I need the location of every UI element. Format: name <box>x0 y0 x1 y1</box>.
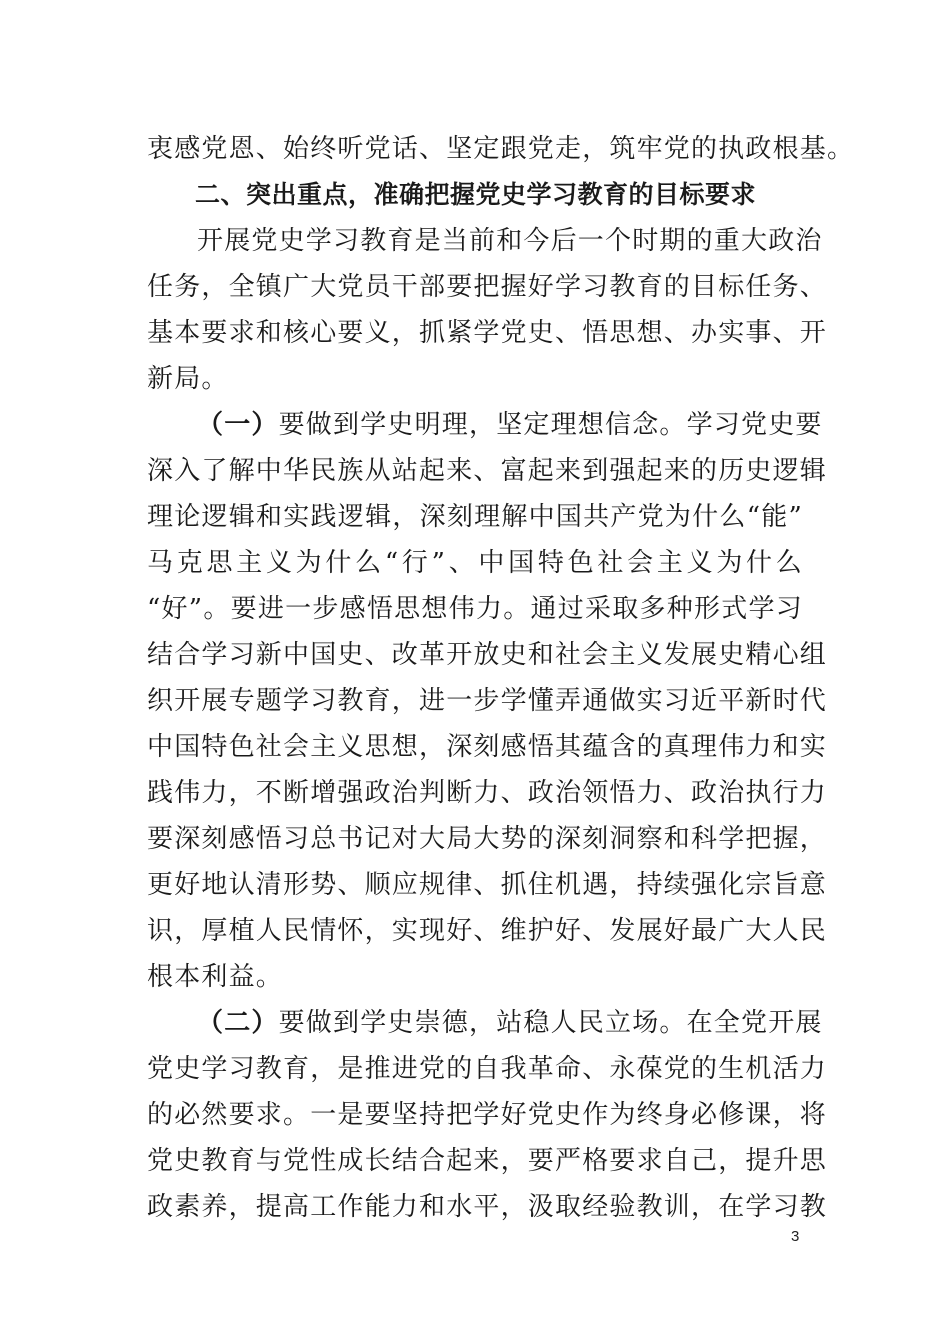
text-line: 马克思主义为什么“行”、中国特色社会主义为什么 <box>147 548 803 578</box>
text-line: 党史教育与党性成长结合起来，要严格要求自己，提升思 <box>147 1146 828 1176</box>
text-line: 衷感党恩、始终听党话、坚定跟党走，筑牢党的执政根基。 <box>147 134 855 164</box>
text-line: 基本要求和核心要义，抓紧学党史、悟思想、办实事、开 <box>147 318 828 348</box>
text-line: 党史学习教育，是推进党的自我革命、永葆党的生机活力 <box>147 1054 828 1084</box>
text-line: 中国特色社会主义思想，深刻感悟其蕴含的真理伟力和实 <box>147 732 828 762</box>
text-line: 政素养，提高工作能力和水平，汲取经验教训，在学习教 <box>147 1192 828 1222</box>
item-text: 要做到学史明理，坚定理想信念。学习党史要 <box>278 410 823 440</box>
text-line: 识，厚植人民情怀，实现好、维护好、发展好最广大人民 <box>147 916 828 946</box>
item-label: （二） <box>197 1008 279 1038</box>
item-label: （一） <box>197 410 279 440</box>
text-line: 根本利益。 <box>147 962 284 992</box>
text-line: 要深刻感悟习总书记对大局大势的深刻洞察和科学把握， <box>147 824 828 854</box>
text-line: “好”。要进一步感悟思想伟力。通过采取多种形式学习 <box>147 594 803 624</box>
text-line: 深入了解中华民族从站起来、富起来到强起来的历史逻辑 <box>147 456 828 486</box>
page-number: 3 <box>791 1228 800 1245</box>
item-text: 要做到学史崇德，站稳人民立场。在全党开展 <box>278 1008 823 1038</box>
text-line: 织开展专题学习教育，进一步学懂弄通做实习近平新时代 <box>147 686 828 716</box>
item-two-line <box>197 1006 823 1040</box>
text-line: 开展党史学习教育是当前和今后一个时期的重大政治 <box>197 226 823 256</box>
text-line: 践伟力，不断增强政治判断力、政治领悟力、政治执行力 <box>147 778 828 808</box>
text-line: 新局。 <box>147 364 229 394</box>
text-line: 结合学习新中国史、改革开放史和社会主义发展史精心组 <box>147 640 828 670</box>
text-line: 更好地认清形势、顺应规律、抓住机遇，持续强化宗旨意 <box>147 870 828 900</box>
text-line: 的必然要求。一是要坚持把学好党史作为终身必修课，将 <box>147 1100 828 1130</box>
text-line: 任务，全镇广大党员干部要把握好学习教育的目标任务、 <box>147 272 828 302</box>
section-heading: 二、突出重点，准确把握党史学习教育的目标要求 <box>195 180 757 209</box>
item-one-line <box>197 408 823 442</box>
text-line: 理论逻辑和实践逻辑，深刻理解中国共产党为什么“能” <box>147 502 803 532</box>
